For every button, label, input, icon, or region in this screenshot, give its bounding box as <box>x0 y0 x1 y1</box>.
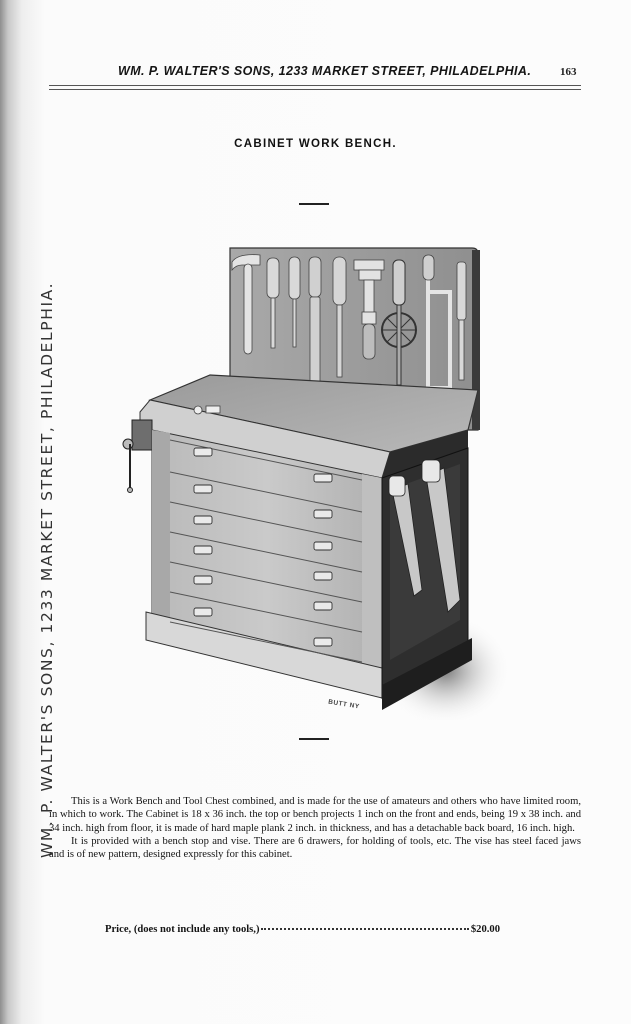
price-line <box>105 924 500 935</box>
work-bench-illustration <box>110 240 510 720</box>
header-rule-top <box>49 85 581 86</box>
description-paragraph-1: This is a Work Bench and Tool Chest combined, and is made for the use of amateurs and others who have limited room, in which to work. The Cabinet is 18 x 36 inch. the top or bench projects 1 inch on the front and ends, being 19 x 38 inch. and 34 inch. high from floor, it is made of hard maple plank 2 inch. in thickness, and has a detachable back board, 16 inch. high. <box>49 796 581 834</box>
description <box>49 795 581 861</box>
description-paragraph-2: It is provided with a bench stop and vise. There are 6 drawers, for holding of tools, etc. The vise has steel faced jaws and is of new pattern, designed expressly for this cabinet. <box>49 835 581 861</box>
file-icon <box>309 257 321 385</box>
price-label: Price, (does not include any tools,) <box>105 924 260 935</box>
dot-leader <box>261 928 468 930</box>
page-number: 163 <box>560 66 577 78</box>
side-imprint: WM. P. WALTER'S SONS, 1233 MARKET STREET, PHILADELPHIA. <box>38 281 56 858</box>
bench-stop-icon <box>194 406 220 414</box>
title-divider <box>299 203 329 205</box>
header-rule-bottom <box>49 89 581 90</box>
engraver-signature: BUTT NY <box>327 698 361 711</box>
running-head: WM. P. WALTER'S SONS, 1233 MARKET STREET, PHILADELPHIA. <box>118 64 532 78</box>
page-title: CABINET WORK BENCH. <box>234 138 397 150</box>
illustration-divider <box>299 738 329 740</box>
vise-icon <box>123 420 152 493</box>
price-value: $20.00 <box>470 924 500 935</box>
